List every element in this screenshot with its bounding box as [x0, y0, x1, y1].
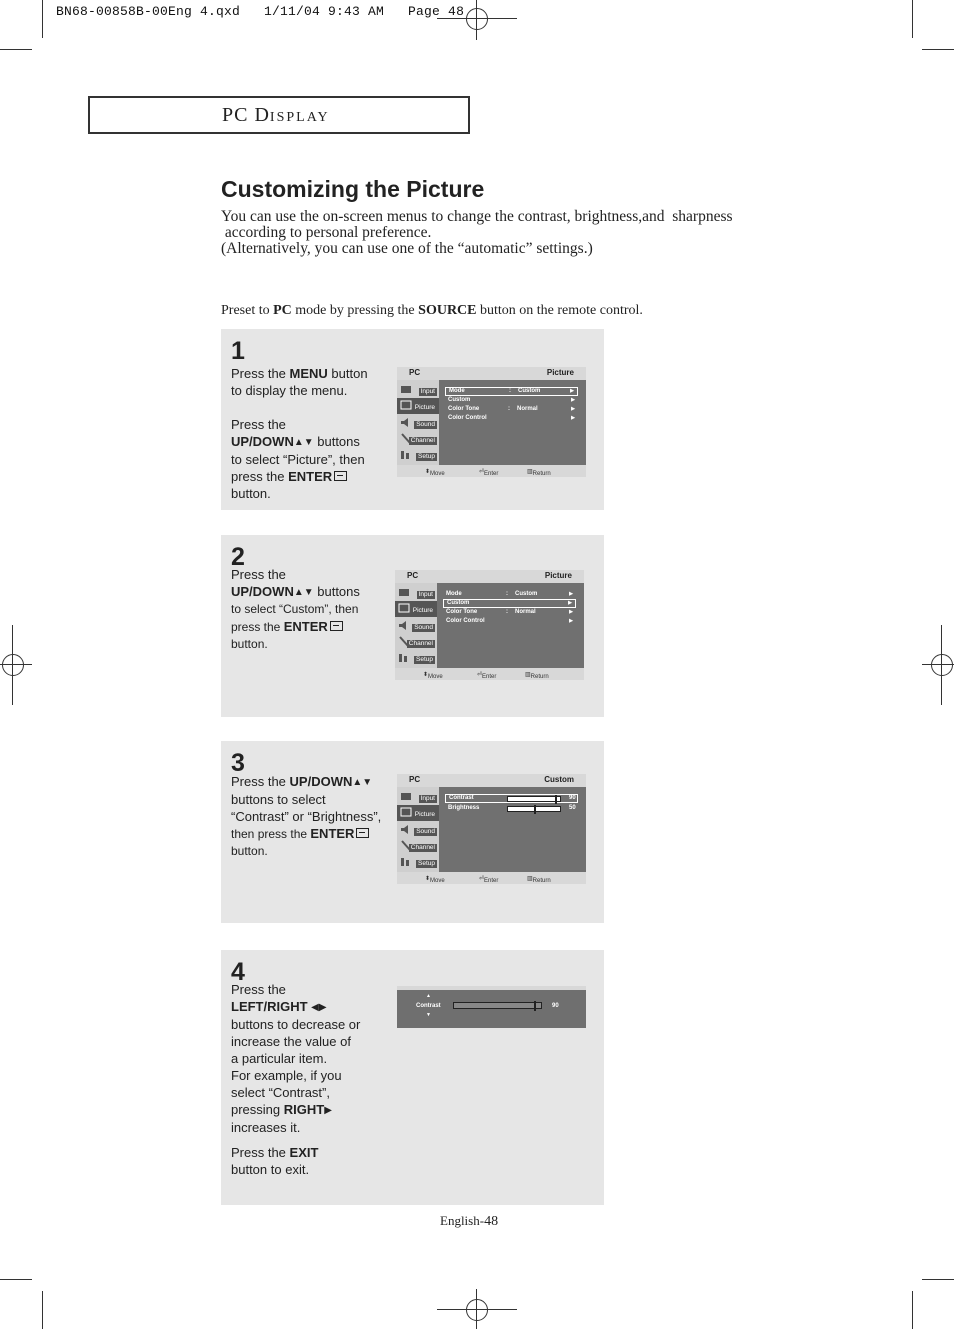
- sound-icon: [400, 824, 412, 835]
- step-instructions: Press the UP/DOWN▲▼ buttons to select “Contrast” or “Brightness”, then press the ENTER button.: [231, 774, 382, 858]
- osd-adjust-bar: [397, 986, 586, 1028]
- osd-sound-item: Sound: [397, 822, 439, 838]
- crop-mark: [912, 0, 913, 38]
- up-down-arrows-icon: ▲▼: [293, 587, 314, 598]
- step-number: 2: [231, 543, 245, 571]
- intro-line: according to personal preference.: [221, 224, 432, 241]
- left-right-arrows-icon: ◀▶: [311, 1002, 327, 1013]
- osd-input-item: Input: [397, 382, 439, 398]
- osd-row-brightness: Brightness: [448, 805, 480, 811]
- crop-mark: [922, 49, 954, 50]
- preset-instruction: Preset to PC mode by pressing the SOURCE button on the remote control.: [221, 303, 643, 318]
- step-1: [221, 329, 604, 510]
- osd-input-item: Input: [397, 789, 439, 805]
- crop-mark: [42, 1291, 43, 1329]
- step-3: [221, 741, 604, 923]
- osd-setup-item: Setup: [397, 854, 439, 870]
- adjust-bar: [453, 1002, 542, 1009]
- osd-channel-item: Channel: [397, 838, 439, 854]
- picture-icon: [398, 603, 410, 614]
- registration-mark: [466, 1299, 488, 1321]
- contrast-bar: [507, 796, 561, 802]
- osd-channel-item: Channel: [395, 634, 437, 650]
- right-arrow-icon: ▶: [324, 1105, 332, 1116]
- osd-row-color-control: Color Control ▶: [446, 618, 573, 624]
- osd-row-custom: Custom ▶: [448, 397, 575, 403]
- registration-mark: [466, 8, 488, 30]
- up-down-arrows-icon: ▲▼: [352, 777, 373, 788]
- intro-line: (Alternatively, you can use one of the “automatic” settings.): [221, 240, 593, 257]
- osd-setup-item: Setup: [397, 447, 439, 463]
- step-2: [221, 535, 604, 717]
- adjust-label: Contrast: [416, 1003, 441, 1009]
- setup-icon: [398, 652, 410, 663]
- registration-mark: [931, 654, 953, 676]
- osd-row-mode: Mode : Custom ▶: [445, 387, 578, 396]
- crop-mark: [912, 1291, 913, 1329]
- adjust-value: 90: [552, 1003, 559, 1009]
- input-icon: [400, 791, 412, 802]
- enter-icon: [356, 828, 369, 838]
- sound-icon: [400, 417, 412, 428]
- picture-icon: [400, 400, 412, 411]
- crop-mark: [0, 49, 32, 50]
- setup-icon: [400, 856, 412, 867]
- contrast-value: 90: [569, 795, 576, 801]
- intro-line: You can use the on-screen menus to change the contrast, brightness,and sharpness: [221, 208, 733, 225]
- input-icon: [400, 384, 412, 395]
- osd-picture-item: Picture: [395, 601, 437, 617]
- osd-picture-item: Picture: [397, 398, 439, 414]
- enter-icon: [334, 471, 347, 481]
- step-instructions: Press the LEFT/RIGHT ◀▶ buttons to decrease or increase the value of a particular item. For example, if you select “Contrast”, pressing RIGHT▶ increases it. Press the EXIT button to exit.: [231, 982, 361, 1177]
- section-title: PC DISPLAY: [222, 104, 330, 126]
- osd-row-color-control: Color Control ▶: [448, 415, 575, 421]
- section-header: [88, 96, 470, 134]
- osd-menu-panel: [439, 380, 586, 465]
- osd-sidebar: [397, 787, 439, 872]
- setup-icon: [400, 449, 412, 460]
- up-down-arrows-icon: ▲▼: [293, 437, 314, 448]
- input-icon: [398, 587, 410, 598]
- page-footer: English-48: [440, 1213, 499, 1229]
- osd-sidebar: [395, 583, 437, 668]
- osd-channel-item: Channel: [397, 431, 439, 447]
- step-instructions: Press the UP/DOWN▲▼ buttons to select “Custom”, then press the ENTER button.: [231, 567, 360, 651]
- osd-sidebar: [397, 380, 439, 465]
- osd-menu-panel: [437, 583, 584, 668]
- osd-help-bar: ⬍ Move ⏎ Enter ▥ Return: [395, 668, 584, 680]
- sound-icon: [398, 620, 410, 631]
- step-instructions: Press the MENU button to display the menu. Press the UP/DOWN▲▼ buttons to select “Picture”, then press the ENTER button.: [231, 366, 368, 501]
- brightness-value: 50: [569, 805, 576, 811]
- osd-row-mode: Mode : Custom ▶: [446, 591, 573, 597]
- osd-picture-menu: PC Picture Input Picture Sound Channel Setup Mode : Custom ▶ Custom ▶ Color Tone : Normal ▶ Color Control ▶ ⬍ Move ⏎ Enter ▥ Return: [397, 367, 586, 477]
- step-number: 1: [231, 337, 245, 365]
- step-number: 4: [231, 958, 245, 986]
- down-arrow-icon: ▼: [426, 1012, 431, 1018]
- osd-menu-panel: [439, 787, 586, 872]
- osd-custom-menu: PC Custom Input Picture Sound Channel Setup Contrast 90 Brightness 50 ⬍ Move ⏎ Enter ▥ Return: [397, 774, 586, 884]
- step-number: 3: [231, 749, 245, 777]
- osd-row-custom: Custom ▶: [443, 599, 576, 608]
- osd-help-bar: ⬍ Move ⏎ Enter ▥ Return: [397, 872, 586, 884]
- brightness-bar: [507, 806, 561, 812]
- osd-setup-item: Setup: [395, 650, 437, 666]
- osd-help-bar: ⬍ Move ⏎ Enter ▥ Return: [397, 465, 586, 477]
- osd-picture-item: Picture: [397, 805, 439, 821]
- crop-mark: [42, 0, 43, 38]
- osd-row-contrast: Contrast: [445, 794, 578, 803]
- up-arrow-icon: ▲: [426, 993, 431, 999]
- crop-mark: [922, 1279, 954, 1280]
- osd-row-color-tone: Color Tone : Normal ▶: [448, 406, 575, 412]
- picture-icon: [400, 807, 412, 818]
- intro-text: [221, 209, 733, 257]
- osd-sound-item: Sound: [397, 415, 439, 431]
- osd-input-item: Input: [395, 585, 437, 601]
- print-header: BN68-00858B-00Eng 4.qxd 1/11/04 9:43 AM Page 48: [56, 4, 465, 19]
- osd-row-color-tone: Color Tone : Normal ▶: [446, 609, 573, 615]
- osd-sound-item: Sound: [395, 618, 437, 634]
- page-title: Customizing the Picture: [221, 176, 485, 202]
- crop-mark: [0, 1279, 32, 1280]
- osd-picture-menu: PC Picture Input Picture Sound Channel Setup Mode : Custom ▶ Custom ▶ Color Tone : Normal ▶ Color Control ▶ ⬍ Move ⏎ Enter ▥ Return: [395, 570, 584, 680]
- registration-mark: [2, 654, 24, 676]
- enter-icon: [330, 621, 343, 631]
- step-4: [221, 950, 604, 1205]
